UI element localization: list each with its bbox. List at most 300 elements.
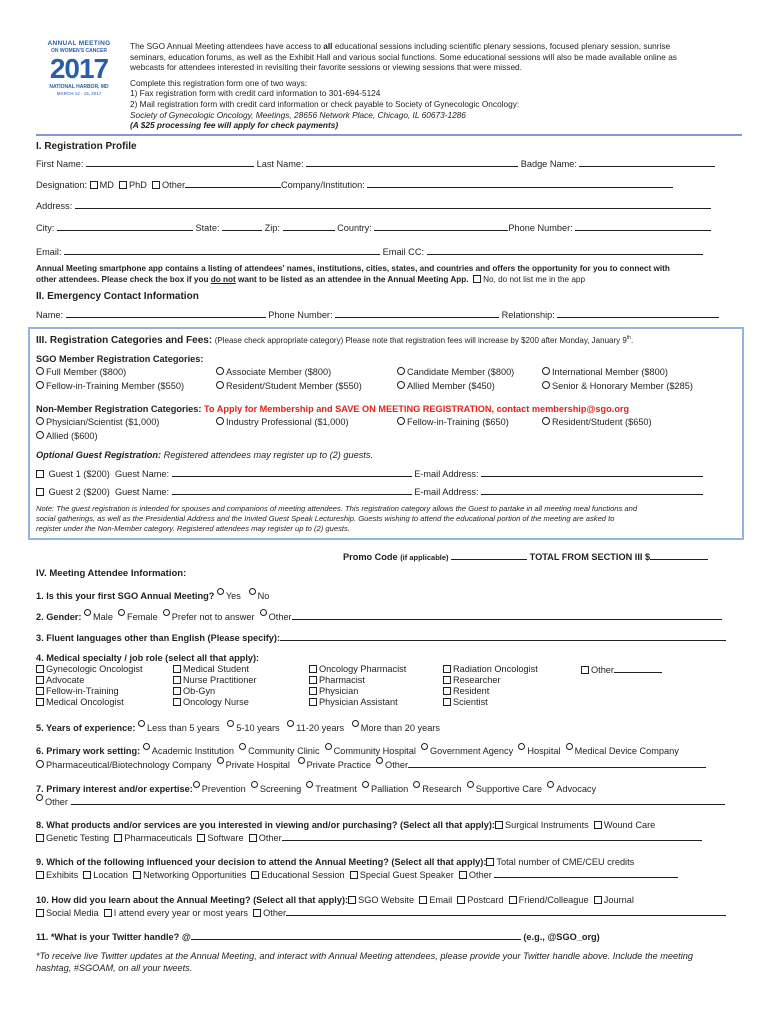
intro-text-2: educational sessions including scientific plenary sessions, focused plenary session, sunrise [334, 41, 671, 51]
international-member-option[interactable] [542, 367, 668, 379]
app-optout-label: No, do not list me in the app [483, 275, 586, 284]
spec-label: Oncology Pharmacist [319, 664, 407, 674]
md-label: MD [99, 180, 114, 190]
spec-checkbox[interactable] [173, 698, 181, 706]
q8-option: Wound Care [603, 820, 656, 830]
emergency-name-label: Name: [36, 310, 64, 320]
nonmember-categories-title: Non-Member Registration Categories: [36, 404, 202, 414]
country-field[interactable] [374, 222, 508, 231]
work-radio[interactable] [421, 743, 428, 750]
promo-field[interactable] [451, 551, 527, 560]
q3-row [36, 632, 734, 645]
full-member-radio[interactable] [36, 367, 44, 375]
q11-example: (e.g., @SGO_org) [523, 932, 600, 942]
phone-field[interactable] [575, 222, 711, 231]
work-label: Academic Institution [151, 746, 234, 756]
state-label: State: [195, 223, 220, 233]
app-notice-donot: do not [210, 275, 236, 284]
interest-label: Advocacy [556, 784, 597, 794]
q10-other-field[interactable] [286, 907, 726, 916]
work-label: Hospital [527, 746, 561, 756]
q8-row-1 [36, 820, 734, 832]
q10-checkbox[interactable] [253, 909, 261, 917]
other-designation-label: Other [162, 180, 186, 190]
guest-note-3: register under the Non-Member category. Registered attendees may register up to (2) guests. [36, 524, 350, 533]
q10-checkbox[interactable] [594, 896, 602, 904]
q8-option: Surgical Instruments [504, 820, 589, 830]
q11-row [36, 931, 734, 944]
guest1-label: Guest 1 ($200) [48, 469, 110, 479]
work-radio[interactable] [566, 743, 573, 750]
q3-label: 3. Fluent languages other than English (Please specify): [36, 633, 281, 643]
other-designation-checkbox[interactable] [152, 181, 160, 189]
q8-checkbox[interactable] [495, 821, 503, 829]
q10-option: Journal [603, 895, 634, 905]
work-label: Private Hospital [225, 760, 290, 770]
q2-row [36, 609, 734, 624]
work-label: Private Practice [306, 760, 371, 770]
spec-label: Pharmacist [319, 675, 365, 685]
specialty-col-2 [173, 664, 257, 708]
q2-label: 2. Gender: [36, 612, 82, 622]
designation-row [36, 179, 734, 192]
fellow-member-radio[interactable] [36, 381, 44, 389]
industry-radio[interactable] [216, 417, 224, 425]
state-field[interactable] [222, 222, 262, 231]
q10-option: Email [429, 895, 453, 905]
q8-checkbox[interactable] [36, 834, 44, 842]
industry-option[interactable] [216, 417, 349, 429]
phd-checkbox[interactable] [119, 181, 127, 189]
exp-radio[interactable] [227, 720, 234, 727]
q10-row-1 [36, 895, 734, 907]
nm-allied-radio[interactable] [36, 431, 44, 439]
interest-label: Research [422, 784, 462, 794]
spec-checkbox[interactable] [443, 687, 451, 695]
resident-member-radio[interactable] [216, 381, 224, 389]
mail-instruction: 2) Mail registration form with credit card information or check payable to Society of Gynecologic Oncology: [130, 98, 520, 109]
q9-checkbox[interactable] [133, 871, 141, 879]
q9-checkbox[interactable] [459, 871, 467, 879]
guest2-checkbox[interactable] [36, 488, 44, 496]
app-optout-checkbox[interactable] [473, 275, 481, 283]
work-radio[interactable] [518, 743, 525, 750]
section-3-note-end: . [630, 336, 634, 346]
emergency-relationship-field[interactable] [557, 309, 719, 318]
spec-checkbox[interactable] [36, 676, 44, 684]
specialty-col-3 [309, 664, 406, 708]
q10-option: Postcard [467, 895, 504, 905]
other-designation-field[interactable] [185, 179, 281, 188]
spec-checkbox[interactable] [173, 665, 181, 673]
q1-no-label: No [257, 591, 270, 601]
specialty-other [581, 664, 662, 676]
logo-line4: MARCH 12 - 15, 2017 [56, 90, 102, 96]
exp-label: Less than 5 years [146, 723, 220, 733]
guest2-name-field[interactable] [172, 486, 412, 495]
guest-note-1: Note: The guest registration is intended for spouses and companions of meeting attendees. This registration category allows the Guest to partake in all meeting meal functions and [36, 504, 638, 513]
badge-name-label: Badge Name: [520, 159, 577, 169]
q8-label: 8. What products and/or services are you interested in viewing and/or purchasing? (Select all that apply): [36, 820, 495, 830]
spec-label: Ob-Gyn [183, 686, 216, 696]
nm-allied-option[interactable] [36, 431, 98, 443]
emergency-row [36, 309, 734, 322]
full-member-option[interactable] [36, 367, 126, 379]
spec-label: Resident [453, 686, 490, 696]
q1-label: 1. Is this your first SGO Annual Meeting? [36, 591, 215, 601]
q8-checkbox[interactable] [249, 834, 257, 842]
guest2-row [36, 486, 734, 499]
work-radio[interactable] [36, 760, 44, 768]
senior-member-radio[interactable] [542, 381, 550, 389]
male-radio[interactable] [84, 609, 91, 616]
q10-option: Friend/Colleague [518, 895, 589, 905]
spec-checkbox[interactable] [443, 676, 451, 684]
q10-checkbox[interactable] [104, 909, 112, 917]
spec-checkbox[interactable] [443, 665, 451, 673]
phd-label: PhD [129, 180, 147, 190]
specialty-col-4 [443, 664, 538, 708]
guest2-label: Guest 2 ($200) [48, 487, 110, 497]
exp-label: 5-10 years [236, 723, 280, 733]
address-label: Address: [36, 201, 73, 211]
q8-checkbox[interactable] [594, 821, 602, 829]
address-field[interactable] [75, 200, 711, 209]
email-cc-field[interactable] [427, 246, 703, 255]
city-field[interactable] [57, 222, 193, 231]
promo-label: Promo Code [343, 552, 398, 562]
company-field[interactable] [367, 179, 673, 188]
spec-label: Radiation Oncologist [453, 664, 538, 674]
guest1-email-field[interactable] [481, 468, 703, 477]
allied-member-label: Allied Member ($450) [407, 381, 495, 391]
associate-member-label: Associate Member ($800) [226, 367, 332, 377]
phone-label: Phone Number: [508, 223, 573, 233]
associate-member-radio[interactable] [216, 367, 224, 375]
q8-checkbox[interactable] [114, 834, 122, 842]
spec-checkbox[interactable] [443, 698, 451, 706]
guest1-name-label: Guest Name: [114, 469, 170, 479]
gender-other-label: Other [268, 612, 292, 622]
exp-label: 11-20 years [296, 723, 345, 733]
spec-checkbox[interactable] [309, 698, 317, 706]
interest-other-field[interactable] [71, 796, 725, 805]
q10-checkbox[interactable] [36, 909, 44, 917]
q8-other-field[interactable] [282, 832, 702, 841]
section-2-title: II. Emergency Contact Information [36, 291, 199, 302]
nm-fellow-radio[interactable] [397, 417, 405, 425]
gender-other-radio[interactable] [260, 609, 267, 616]
intro-text-4: webcasts for attendees interested in revisiting their favorite sessions or viewing sessions that were missed. [130, 62, 522, 73]
q10-row-2 [36, 907, 734, 920]
exp-radio[interactable] [352, 720, 359, 727]
country-label: Country: [337, 223, 372, 233]
q8-row-2 [36, 832, 734, 845]
q9-row-2 [36, 869, 734, 882]
meeting-logo [36, 40, 122, 106]
q9-checkbox[interactable] [36, 871, 44, 879]
name-row [36, 158, 734, 171]
gender-other-field[interactable] [292, 611, 722, 620]
physician-radio[interactable] [36, 417, 44, 425]
guest1-email-label: E-mail Address: [414, 469, 479, 479]
senior-member-option[interactable] [542, 381, 693, 393]
q6-row-1 [36, 743, 734, 758]
intro-text-3: seminars, education forums, as well as the Exhibit Hall and various social functions. Some educational sessions will also be made available online as [130, 51, 677, 62]
resident-member-option[interactable] [216, 381, 362, 393]
spec-label: Fellow-in-Training [46, 686, 119, 696]
male-label: Male [93, 612, 113, 622]
work-label: Other [385, 760, 409, 770]
q1-no-radio[interactable] [249, 588, 256, 595]
twitter-handle-field[interactable] [191, 931, 521, 940]
work-radio[interactable] [376, 757, 383, 764]
physician-option[interactable] [36, 417, 159, 429]
guest2-email-label: E-mail Address: [414, 487, 479, 497]
q9-checkbox[interactable] [83, 871, 91, 879]
work-label: Medical Device Company [574, 746, 679, 756]
interest-radio[interactable] [413, 781, 420, 788]
work-radio[interactable] [143, 743, 150, 750]
allied-member-option[interactable] [397, 381, 495, 393]
twitter-footer-1: *To receive live Twitter updates at the Annual Meeting, and interact with Annual Meeting attendees, please provide your Twitter handle above. Include the meeting [36, 951, 693, 961]
q9-option: Location [93, 870, 129, 880]
q9-option: Networking Opportunities [143, 870, 247, 880]
q8-option: Pharmaceuticals [124, 833, 193, 843]
membership-promo: To Apply for Membership and SAVE ON MEETING REGISTRATION, contact membership@sgo.org [203, 404, 630, 414]
q6-label: 6. Primary work setting: [36, 746, 141, 756]
member-categories-title: SGO Member Registration Categories: [36, 354, 204, 364]
city-row [36, 222, 734, 235]
interest-radio[interactable] [362, 781, 369, 788]
international-member-label: International Member ($800) [552, 367, 668, 377]
q11-label: 11. *What is your Twitter handle? @ [36, 932, 191, 942]
q7-row-2 [36, 794, 734, 809]
check-fee-note: (A $25 processing fee will apply for check payments) [130, 120, 339, 131]
q8-option: Other [258, 833, 282, 843]
promo-note: (if applicable) [400, 553, 449, 562]
associate-member-option[interactable] [216, 367, 331, 379]
interest-label: Supportive Care [475, 784, 543, 794]
designation-label: Designation: [36, 180, 88, 190]
total-field[interactable] [650, 551, 708, 560]
email-row [36, 246, 734, 259]
nm-fellow-option[interactable] [397, 417, 509, 429]
app-notice-2b: want to be listed as an attendee in the Annual Meeting App. [238, 275, 469, 284]
interest-radio[interactable] [193, 781, 200, 788]
spec-label: Physician [319, 686, 359, 696]
q10-checkbox[interactable] [509, 896, 517, 904]
work-label: Pharmaceutical/Biotechnology Company [46, 760, 212, 770]
fellow-member-option[interactable] [36, 381, 184, 393]
emergency-phone-label: Phone Number: [268, 310, 333, 320]
spec-checkbox[interactable] [173, 676, 181, 684]
full-member-label: Full Member ($800) [46, 367, 127, 377]
candidate-member-radio[interactable] [397, 367, 405, 375]
logo-line2: ON WOMEN'S CANCER [51, 48, 107, 55]
q10-checkbox[interactable] [419, 896, 427, 904]
spec-checkbox[interactable] [36, 698, 44, 706]
exp-radio[interactable] [287, 720, 294, 727]
spec-label: Advocate [46, 675, 85, 685]
q1-yes-radio[interactable] [217, 588, 224, 595]
intro-text-1: The SGO Annual Meeting attendees have access to [130, 41, 321, 51]
q9-option: Special Guest Speaker [359, 870, 454, 880]
q9-checkbox[interactable] [350, 871, 358, 879]
interest-radio[interactable] [306, 781, 313, 788]
spec-label: Nurse Practitioner [183, 675, 257, 685]
work-radio[interactable] [239, 743, 246, 750]
interest-other-radio[interactable] [36, 794, 43, 801]
work-other-field[interactable] [408, 759, 706, 768]
q10-label: 10. How did you learn about the Annual Meeting? (Select all that apply): [36, 895, 349, 905]
spec-label: Scientist [453, 697, 488, 707]
address-row [36, 200, 734, 213]
nm-resident-label: Resident/Student ($650) [552, 417, 652, 427]
q9-other-field[interactable] [494, 869, 678, 878]
guest1-name-field[interactable] [172, 468, 412, 477]
nm-resident-radio[interactable] [542, 417, 550, 425]
zip-field[interactable] [283, 222, 335, 231]
spec-label: Physician Assistant [319, 697, 398, 707]
q4-label: 4. Medical specialty / job role (select all that apply): [36, 653, 260, 663]
interest-radio[interactable] [547, 781, 554, 788]
logo-line3: NATIONAL HARBOR, MD [49, 84, 109, 91]
q10-option: Other [263, 908, 287, 918]
logo-year: 2017 [49, 53, 109, 85]
interest-label: Palliation [370, 784, 409, 794]
q9-checkbox[interactable] [251, 871, 259, 879]
header-divider [36, 134, 742, 136]
exp-radio[interactable] [138, 720, 145, 727]
promo-total-row [343, 551, 708, 564]
female-radio[interactable] [118, 609, 125, 616]
badge-name-field[interactable] [579, 158, 715, 167]
q10-checkbox[interactable] [348, 896, 356, 904]
interest-label: Screening [259, 784, 302, 794]
guest-title-row [36, 450, 734, 462]
email-field[interactable] [64, 246, 380, 255]
company-label: Company/Institution: [281, 180, 365, 190]
q10-checkbox[interactable] [457, 896, 465, 904]
twitter-footer-2: hashtag, #SGOAM, on all your tweets. [36, 963, 193, 973]
total-label: TOTAL FROM SECTION III $ [529, 552, 651, 562]
spec-checkbox[interactable] [36, 687, 44, 695]
interest-radio[interactable] [251, 781, 258, 788]
work-label: Community Clinic [248, 746, 320, 756]
candidate-member-label: Candidate Member ($800) [407, 367, 515, 377]
logo-line1: ANNUAL MEETING [47, 40, 111, 47]
section-3-title: III. Registration Categories and Fees: [36, 335, 213, 347]
candidate-member-option[interactable] [397, 367, 514, 379]
guest2-email-field[interactable] [481, 486, 703, 495]
q9-option: Total number of CME/CEU credits [496, 857, 635, 867]
work-radio[interactable] [217, 757, 224, 764]
interest-radio[interactable] [467, 781, 474, 788]
q9-option: Educational Session [261, 870, 345, 880]
emergency-name-field[interactable] [66, 309, 266, 318]
q8-option: Genetic Testing [46, 833, 110, 843]
section-1-title: I. Registration Profile [36, 141, 137, 152]
zip-label: Zip: [264, 223, 280, 233]
first-name-field[interactable] [86, 158, 254, 167]
female-label: Female [127, 612, 158, 622]
q1-row [36, 588, 734, 603]
spec-checkbox[interactable] [309, 665, 317, 673]
q6-row-2 [36, 757, 734, 772]
emergency-phone-field[interactable] [335, 309, 499, 318]
q10-option: SGO Website [358, 895, 415, 905]
interest-other-label: Other [45, 797, 68, 807]
prefer-not-radio[interactable] [163, 609, 170, 616]
work-label: Government Agency [429, 746, 514, 756]
q10-option: I attend every year or most years [113, 908, 249, 918]
section-3-note: (Please check appropriate category) Please note that registration fees will increase by $200 after Monday, January 9 [214, 336, 627, 346]
spec-checkbox[interactable] [173, 687, 181, 695]
last-name-field[interactable] [306, 158, 518, 167]
q9-checkbox[interactable] [486, 858, 494, 866]
spec-other-field[interactable] [614, 664, 662, 673]
q9-option: Exhibits [46, 870, 79, 880]
last-name-label: Last Name: [256, 159, 304, 169]
specialty-col-1 [36, 664, 143, 708]
work-radio[interactable] [325, 743, 332, 750]
work-label: Community Hospital [333, 746, 416, 756]
spec-other-label: Other [591, 665, 614, 675]
complete-instructions: Complete this registration form one of two ways: [130, 77, 308, 88]
q1-yes-label: Yes [225, 591, 241, 601]
q7-label: 7. Primary interest and/or expertise: [36, 784, 193, 794]
resident-member-label: Resident/Student Member ($550) [226, 381, 362, 391]
mail-address: Society of Gynecologic Oncology, Meetings, 28656 Network Place, Chicago, IL 60673-1286 [130, 109, 466, 120]
guest2-name-label: Guest Name: [114, 487, 170, 497]
languages-field[interactable] [280, 632, 726, 641]
q8-checkbox[interactable] [197, 834, 205, 842]
international-member-radio[interactable] [542, 367, 550, 375]
guest1-checkbox[interactable] [36, 470, 44, 478]
intro-all: all [323, 41, 333, 51]
allied-member-radio[interactable] [397, 381, 405, 389]
spec-checkbox[interactable] [309, 676, 317, 684]
spec-label: Medical Oncologist [46, 697, 124, 707]
fax-instruction: 1) Fax registration form with credit card information to 301-694-5124 [130, 88, 381, 99]
guest-note: Registered attendees may register up to (2) guests. [163, 450, 374, 460]
section-4-title: IV. Meeting Attendee Information: [36, 568, 187, 579]
work-radio[interactable] [298, 757, 305, 764]
industry-label: Industry Professional ($1,000) [226, 417, 349, 427]
spec-other-checkbox[interactable] [581, 666, 589, 674]
section-3-note-sup: th [626, 335, 631, 341]
spec-checkbox[interactable] [36, 665, 44, 673]
app-notice-2a: other attendees. Please check the box if you [36, 275, 209, 284]
prefer-not-label: Prefer not to answer [171, 612, 255, 622]
nm-resident-option[interactable] [542, 417, 652, 429]
nm-allied-label: Allied ($600) [46, 431, 98, 441]
q9-label: 9. Which of the following influenced your decision to attend the Annual Meeting? (Select all that apply): [36, 857, 487, 867]
guest-title: Optional Guest Registration: [36, 450, 162, 460]
spec-checkbox[interactable] [309, 687, 317, 695]
interest-label: Prevention [201, 784, 246, 794]
q9-row-1 [36, 857, 734, 869]
emergency-relationship-label: Relationship: [501, 310, 555, 320]
q5-row [36, 720, 734, 735]
md-checkbox[interactable] [90, 181, 98, 189]
q5-label: 5. Years of experience: [36, 723, 136, 733]
spec-label: Oncology Nurse [183, 697, 249, 707]
fellow-member-label: Fellow-in-Training Member ($550) [46, 381, 185, 391]
guest-note-block [36, 504, 736, 534]
spec-label: Medical Student [183, 664, 249, 674]
